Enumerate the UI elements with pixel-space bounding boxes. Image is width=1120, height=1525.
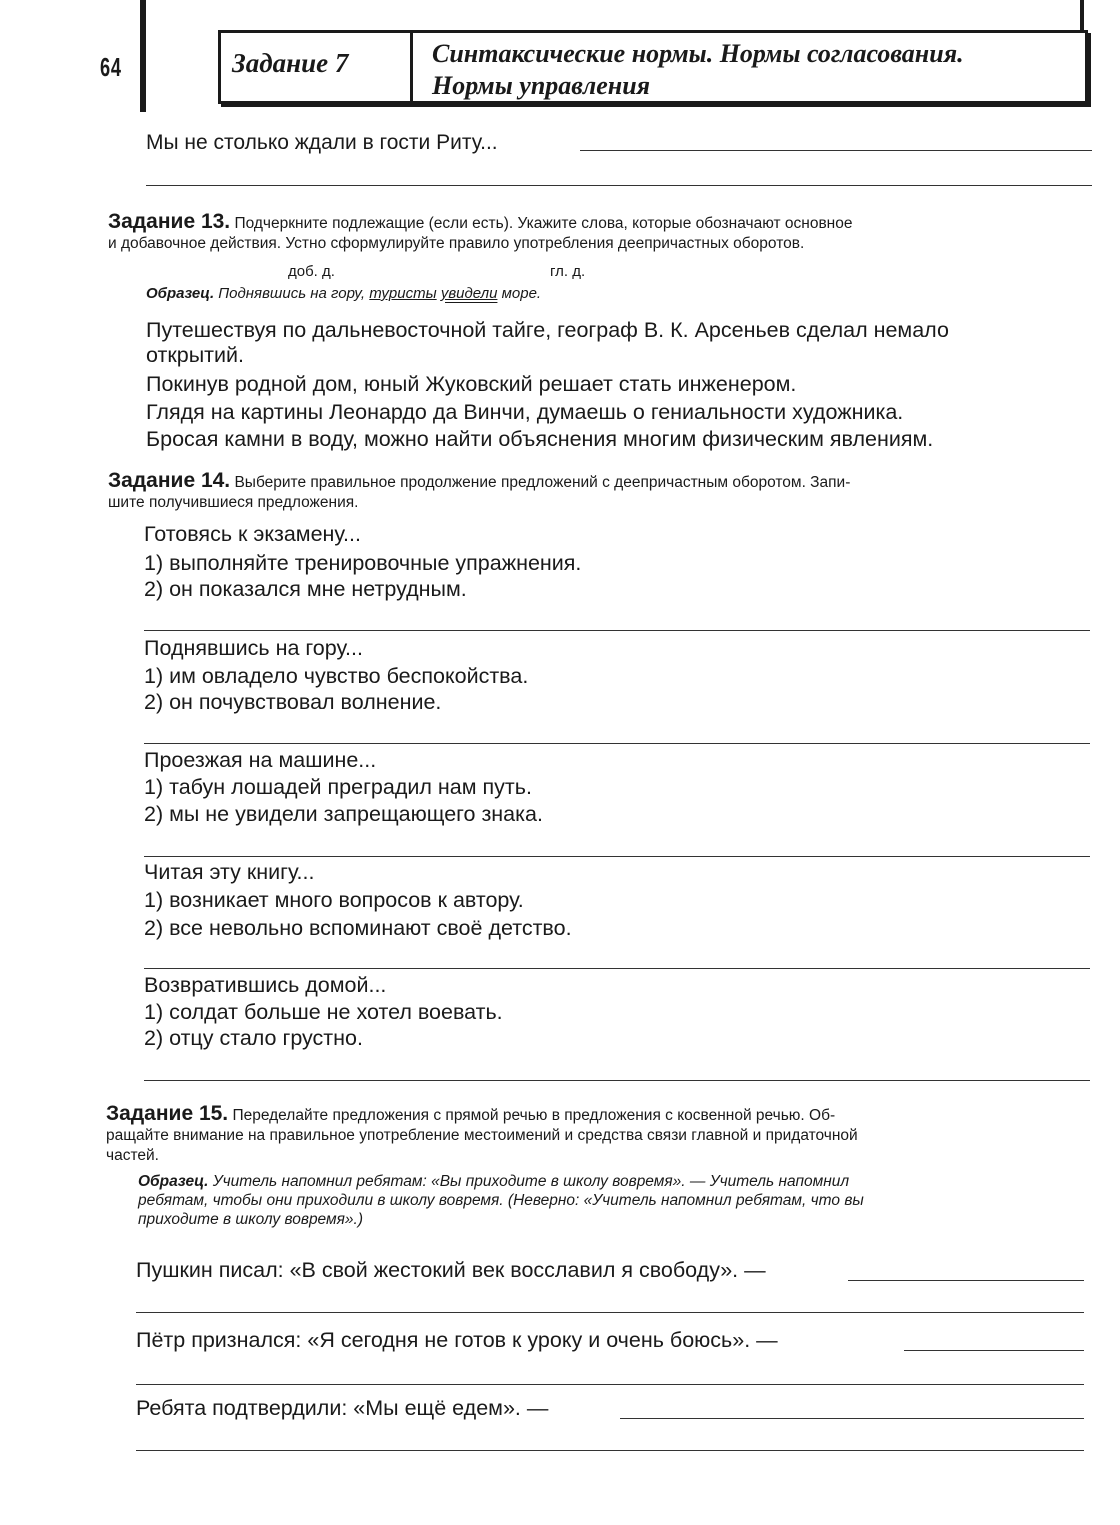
task14-option[interactable]: 1) возникает много вопросов к автору. [144, 888, 524, 912]
header-divider [410, 30, 413, 104]
page-number: 64 [100, 52, 122, 82]
sample-part1: Поднявшись на гору, [218, 285, 366, 302]
task14-option[interactable]: 1) солдат больше не хотел воевать. [144, 1000, 503, 1024]
task14-option[interactable]: 1) им овладело чувство беспокойства. [144, 664, 529, 688]
task14-option[interactable]: 2) мы не увидели запрещающего знака. [144, 802, 543, 826]
task14-instruction [108, 471, 1098, 513]
task13-sentence[interactable]: Бросая камни в воду, можно найти объяснения многим физическим явлениям. [146, 427, 934, 451]
task13-sentence[interactable]: Глядя на картины Леонардо да Винчи, думаешь о гениальности художника. [146, 400, 904, 424]
task14-label: Задание 14. [108, 469, 231, 492]
answer-line[interactable] [144, 743, 1090, 744]
task15-item: Пётр признался: «Я сегодня не готов к уроку и очень боюсь». — [136, 1328, 778, 1352]
answer-line[interactable] [136, 1384, 1084, 1385]
sample-part2: море. [501, 285, 542, 302]
task15-label: Задание 15. [106, 1102, 229, 1125]
annotation-secondary-action: доб. д. [288, 263, 335, 280]
task14-stem: Готовясь к экзамену... [144, 522, 361, 546]
header-title [432, 38, 964, 102]
task14-stem: Проезжая на машине... [144, 748, 377, 772]
task15-sample [138, 1172, 1088, 1229]
task14-option[interactable]: 2) он почувствовал волнение. [144, 690, 442, 714]
task15-instruction-line3: частей. [106, 1147, 159, 1164]
task13-label: Задание 13. [108, 210, 231, 233]
task14-stem: Читая эту книгу... [144, 860, 315, 884]
answer-line[interactable] [904, 1350, 1084, 1351]
answer-line[interactable] [848, 1280, 1084, 1281]
answer-line[interactable] [620, 1418, 1084, 1419]
task13-sentence[interactable]: Путешествуя по дальневосточной тайге, географ В. К. Арсеньев сделал немало [146, 318, 949, 342]
task14-option[interactable]: 1) выполняйте тренировочные упражнения. [144, 551, 582, 575]
task14-option[interactable]: 2) все невольно вспоминают своё детство. [144, 916, 572, 940]
task14-option[interactable]: 1) табун лошадей преградил нам путь. [144, 775, 532, 799]
answer-line[interactable] [136, 1450, 1084, 1451]
answer-line[interactable] [144, 968, 1090, 969]
answer-line[interactable] [136, 1312, 1084, 1313]
task13-instruction-line1: Подчеркните подлежащие (если есть). Укажите слова, которые обозначают основное [234, 215, 853, 232]
answer-line[interactable] [580, 150, 1092, 151]
answer-line[interactable] [144, 856, 1090, 857]
task15-instruction [106, 1104, 1096, 1166]
task14-instruction-line2: шите получившиеся предложения. [108, 494, 359, 511]
sample-label: Образец. [138, 1173, 209, 1190]
sample-line2: ребятам, чтобы они приходили в школу вовремя. (Неверно: «Учитель напомнил ребятам, что вы [138, 1192, 864, 1209]
task15-instruction-line2: ращайте внимание на правильное употребление местоимений и средства связи главной и придаточной [106, 1127, 858, 1144]
answer-line[interactable] [144, 630, 1090, 631]
margin-bar-right [1080, 0, 1084, 30]
header-task-label: Задание 7 [232, 48, 349, 78]
task13-instruction-line2: и добавочное действия. Устно сформулируйте правило употребления деепричастных оборотов. [108, 235, 805, 252]
task13-sentence[interactable]: Покинув родной дом, юный Жуковский решает стать инженером. [146, 372, 797, 396]
carryover-sentence: Мы не столько ждали в гости Риту... [146, 131, 498, 154]
task15-item: Ребята подтвердили: «Мы ещё едем». — [136, 1396, 549, 1420]
sample-predicate: увидели [440, 285, 498, 302]
task14-option[interactable]: 2) он показался мне нетрудным. [144, 577, 467, 601]
header-title-line1: Синтаксические нормы. Нормы согласования. [432, 39, 964, 68]
annotation-main-action: гл. д. [550, 263, 586, 280]
task14-option[interactable]: 2) отцу стало грустно. [144, 1026, 363, 1050]
task13-sample [146, 285, 541, 302]
task14-instruction-line1: Выберите правильное продолжение предложений с деепричастным оборотом. Запи- [234, 474, 851, 491]
task13-instruction [108, 212, 1098, 254]
sample-line3: приходите в школу вовремя».) [138, 1211, 363, 1228]
margin-bar [140, 0, 146, 112]
sample-label: Образец. [146, 285, 215, 302]
task15-instruction-line1: Переделайте предложения с прямой речью в предложения с косвенной речью. Об- [232, 1107, 836, 1124]
task14-stem: Возвратившись домой... [144, 973, 387, 997]
task14-stem: Поднявшись на гору... [144, 636, 363, 660]
task13-sentence[interactable]: открытий. [146, 343, 244, 367]
sample-subject: туристы [369, 285, 437, 302]
task15-item: Пушкин писал: «В свой жестокий век восславил я свободу». — [136, 1258, 766, 1282]
answer-line[interactable] [146, 185, 1092, 186]
header-title-line2: Нормы управления [432, 71, 651, 100]
answer-line[interactable] [144, 1080, 1090, 1081]
sample-line1: Учитель напомнил ребятам: «Вы приходите в школу вовремя». — Учитель напомнил [212, 1173, 850, 1190]
